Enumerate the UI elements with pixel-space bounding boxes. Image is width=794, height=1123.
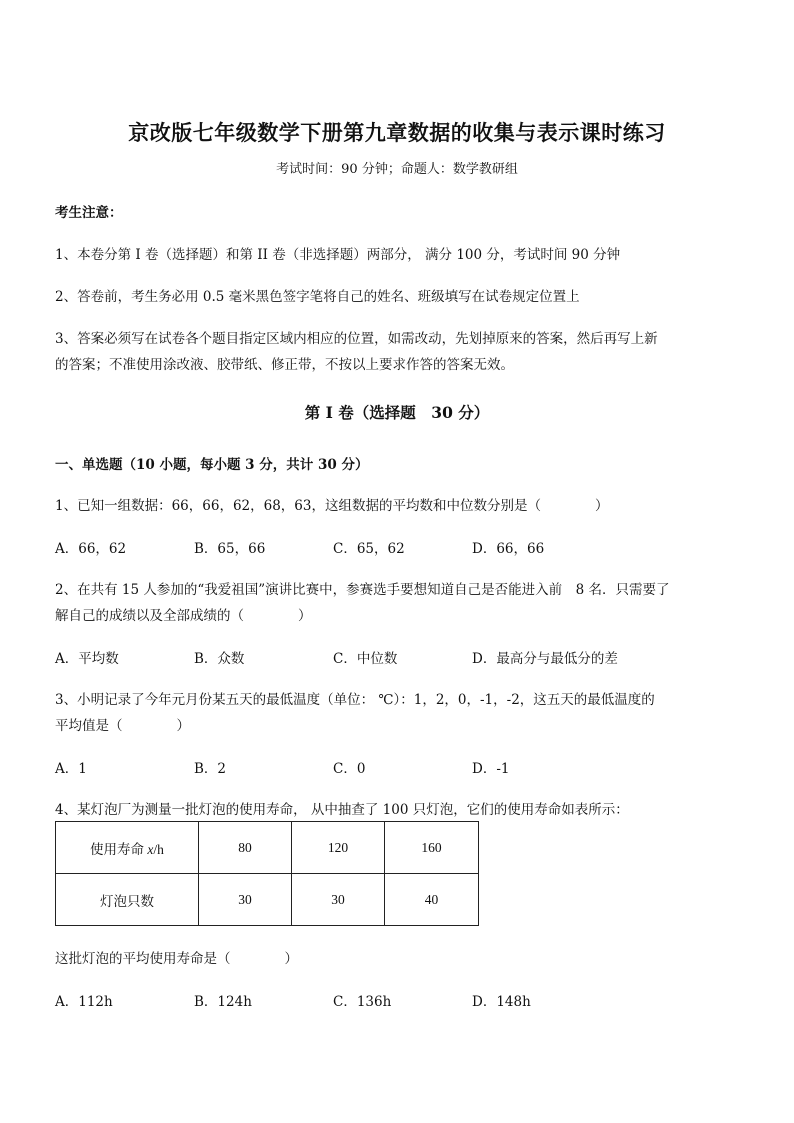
table-cell: 120: [292, 822, 385, 874]
option-a[interactable]: A．66，62: [55, 541, 127, 557]
option-d[interactable]: D．-1: [472, 761, 510, 777]
option-b[interactable]: B．65，66: [194, 541, 266, 557]
option-c[interactable]: C．136h: [333, 994, 392, 1010]
table-row-label: 使用寿命 x/h: [56, 822, 199, 874]
question-3-options: [55, 757, 611, 777]
table-cell: 30: [199, 874, 292, 926]
table-cell: 80: [199, 822, 292, 874]
table-row: [56, 822, 479, 874]
option-d[interactable]: D．最高分与最低分的差: [472, 651, 618, 667]
notice-item: 1、本卷分第 I 卷（选择题）和第 II 卷（非选择题）两部分， 满分 100 分，考试时间 90 分钟: [55, 247, 621, 263]
option-b[interactable]: B．124h: [194, 994, 252, 1010]
question-3-text-continued: 平均值是（ ）: [55, 718, 190, 734]
question-2-text: 2、在共有 15 人参加的“我爱祖国”演讲比赛中，参赛选手要想知道自己是否能进入前 8 名．只需要了: [55, 582, 670, 598]
notice-item: 2、答卷前，考生务必用 0.5 毫米黑色签字笔将自己的姓名、班级填写在试卷规定位置上: [55, 289, 580, 305]
question-3-text: 3、小明记录了今年元月份某五天的最低温度（单位： ℃）：1，2，0，-1，-2，这五天的最低温度的: [55, 692, 655, 708]
exam-info: 考试时间：90 分钟；命题人：数学教研组: [276, 162, 518, 177]
section-title: 第 I 卷（选择题 30 分）: [304, 403, 490, 422]
page-title: 京改版七年级数学下册第九章数据的收集与表示课时练习: [128, 120, 666, 145]
table-cell: 160: [385, 822, 479, 874]
option-b[interactable]: B．2: [194, 761, 227, 777]
option-a[interactable]: A．112h: [55, 994, 113, 1010]
lifespan-table: [55, 821, 479, 926]
question-2-options: [55, 647, 618, 667]
table-row: [56, 874, 479, 926]
question-4-text: 4、某灯泡厂为测量一批灯泡的使用寿命， 从中抽查了 100 只灯泡，它们的使用寿命如表所示：: [55, 802, 629, 818]
notice-heading: 考生注意：: [55, 205, 123, 221]
option-d[interactable]: D．148h: [472, 994, 531, 1010]
question-1-text: 1、已知一组数据：66，66，62，68，63，这组数据的平均数和中位数分别是（ ）: [55, 498, 609, 514]
table-cell: 40: [385, 874, 479, 926]
table-cell: 30: [292, 874, 385, 926]
question-4-prompt: 这批灯泡的平均使用寿命是（ ）: [55, 951, 298, 967]
question-2-text-continued: 解自己的成绩以及全部成绩的（ ）: [55, 608, 312, 624]
option-c[interactable]: C．65，62: [333, 541, 405, 557]
option-c[interactable]: C．中位数: [333, 651, 398, 667]
option-a[interactable]: A．平均数: [55, 651, 119, 667]
notice-item: 3、答案必须写在试卷各个题目指定区域内相应的位置，如需改动，先划掉原来的答案，然后再写上新: [55, 331, 658, 347]
option-b[interactable]: B．众数: [194, 651, 245, 667]
option-d[interactable]: D．66，66: [472, 541, 545, 557]
question-4-options: [55, 990, 611, 1010]
question-1-options: [55, 537, 611, 557]
part-heading: 一、单选题（10 小题，每小题 3 分，共计 30 分）: [55, 457, 369, 473]
table-row-label: 灯泡只数: [56, 874, 199, 926]
option-a[interactable]: A．1: [55, 761, 87, 777]
notice-item-continued: 的答案；不准使用涂改液、胶带纸、修正带，不按以上要求作答的答案无效。: [55, 357, 514, 373]
option-c[interactable]: C．0: [333, 761, 366, 777]
